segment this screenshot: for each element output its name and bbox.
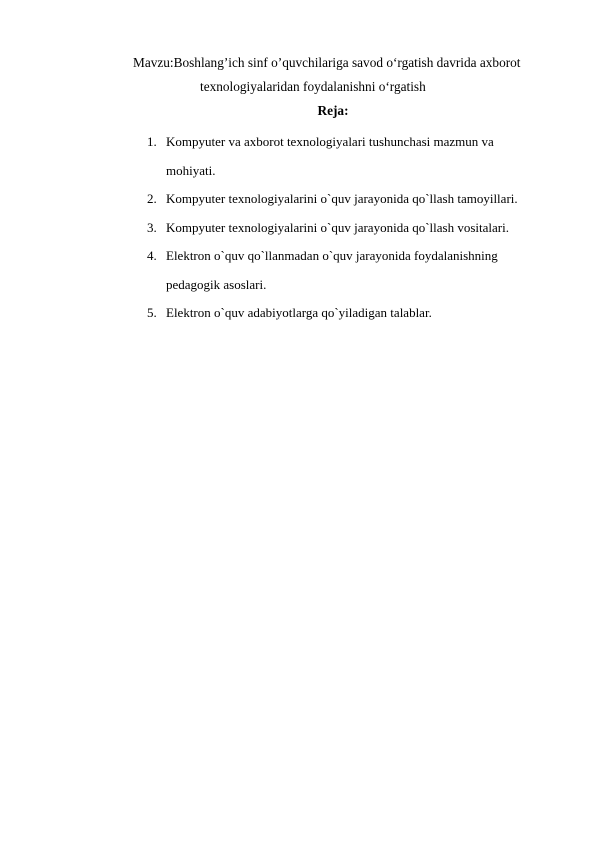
plan-item-number: 3.: [147, 219, 157, 235]
topic-title-line-1: Mavzu:Boshlang’ich sinf o’quvchilariga savod o‘rgatish davrida axborot: [133, 55, 521, 70]
plan-item-5: [147, 299, 518, 328]
plan-item-number: 1.: [147, 134, 157, 149]
plan-item-number: 2.: [147, 191, 157, 206]
plan-item-4: [147, 242, 518, 299]
plan-item-text: Kompyuter texnologiyalarini o`quv jarayonida qo`llash tamoyillari.: [166, 191, 518, 206]
plan-item-number: 4.: [147, 248, 157, 263]
plan-item-text: Kompyuter texnologiyalarini o`quv jarayonida qo`llash vositalari.: [166, 219, 509, 235]
plan-item-2: [147, 185, 518, 214]
topic-title-line-2: texnologiyalaridan foydalanishni o‘rgatish: [200, 79, 426, 94]
plan-item-number: 5.: [147, 305, 157, 320]
plan-heading: Reja:: [317, 103, 349, 118]
plan-item-text: Kompyuter va axborot texnologiyalari tushunchasi mazmun va mohiyati.: [166, 134, 494, 178]
plan-item-1: [147, 128, 518, 185]
plan-item-text: Elektron o`quv qo`llanmadan o`quv jarayonida foydalanishning pedagogik asoslari.: [166, 248, 498, 292]
plan-item-3: [147, 214, 518, 243]
plan-item-text: Elektron o`quv adabiyotlarga qo`yiladigan talablar.: [166, 305, 432, 320]
plan-list: [147, 128, 518, 328]
